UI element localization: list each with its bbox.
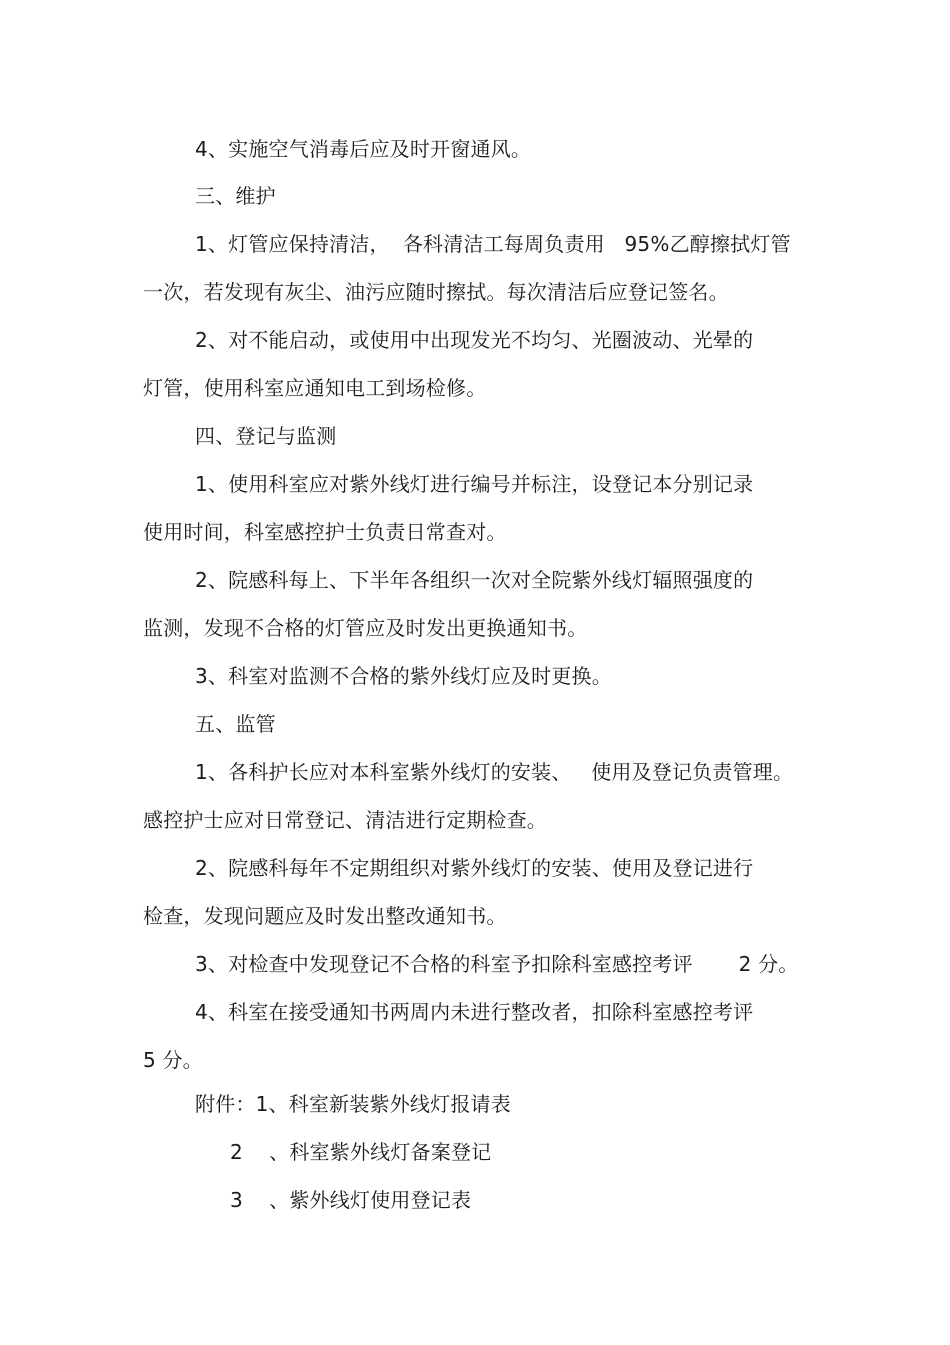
text-line: 2、院感科每上、下半年各组织一次对全院紫外线灯辐照强度的	[195, 568, 754, 592]
text-line: 1、灯管应保持清洁， 各科清洁工每周负责用 95%乙醇擦拭灯管	[195, 232, 791, 256]
text-line: 一次，若发现有灰尘、油污应随时擦拭。每次清洁后应登记签名。	[143, 280, 729, 304]
attachment-line: 3 、紫外线灯使用登记表	[230, 1188, 472, 1212]
attachment-line: 附件：1、科室新装紫外线灯报请表	[195, 1092, 511, 1116]
text-line: 5 分。	[143, 1048, 203, 1072]
attachment-line: 2 、科室紫外线灯备案登记	[230, 1140, 492, 1164]
text-line: 4、实施空气消毒后应及时开窗通风。	[195, 137, 532, 161]
text-line: 检查，发现问题应及时发出整改通知书。	[143, 904, 507, 928]
text-line: 2、对不能启动，或使用中出现发光不均匀、光圈波动、光晕的	[195, 328, 754, 352]
section-heading: 五、监管	[195, 712, 276, 736]
text-line: 感控护士应对日常登记、清洁进行定期检查。	[143, 808, 547, 832]
text-line: 1、使用科室应对紫外线灯进行编号并标注，设登记本分别记录	[195, 472, 754, 496]
text-line: 4、科室在接受通知书两周内未进行整改者，扣除科室感控考评	[195, 1000, 754, 1024]
text-line: 2、院感科每年不定期组织对紫外线灯的安装、使用及登记进行	[195, 856, 754, 880]
section-heading: 四、登记与监测	[195, 424, 337, 448]
text-line: 1、各科护长应对本科室紫外线灯的安装、 使用及登记负责管理。	[195, 760, 794, 784]
text-line: 灯管，使用科室应通知电工到场检修。	[143, 376, 487, 400]
text-line: 3、科室对监测不合格的紫外线灯应及时更换。	[195, 664, 612, 688]
text-line: 监测，发现不合格的灯管应及时发出更换通知书。	[143, 616, 588, 640]
text-line: 3、对检查中发现登记不合格的科室予扣除科室感控考评 2 分。	[195, 952, 799, 976]
text-line: 使用时间，科室感控护士负责日常查对。	[143, 520, 507, 544]
section-heading: 三、维护	[195, 184, 276, 208]
